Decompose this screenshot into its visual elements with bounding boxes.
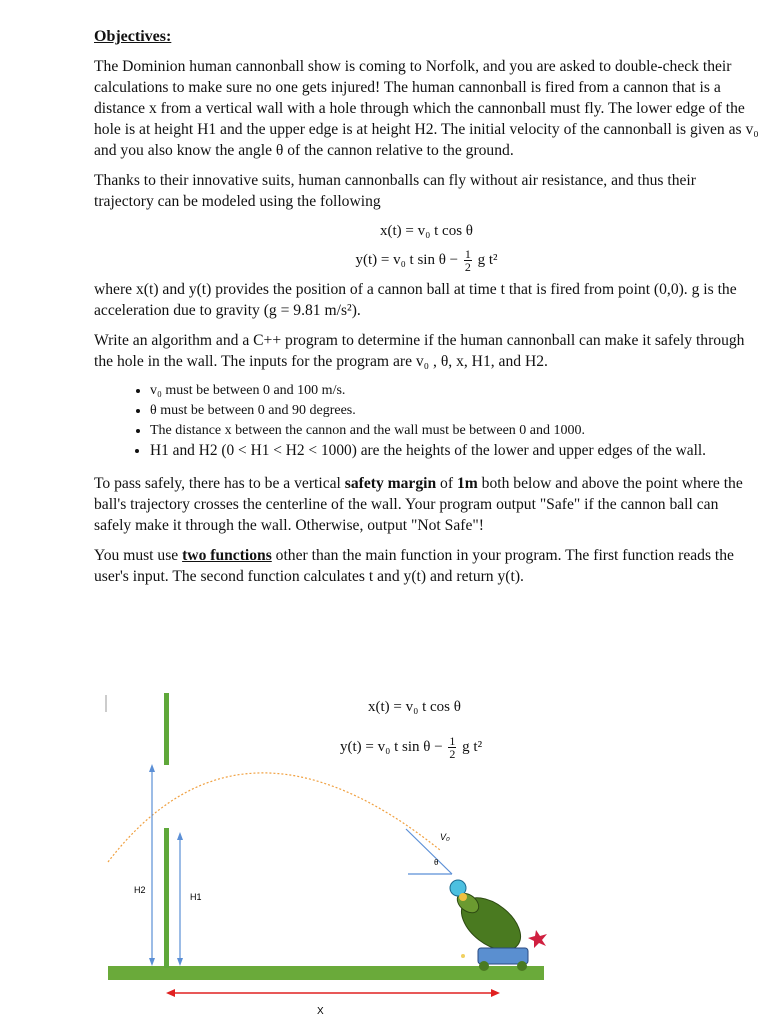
x-label: X	[317, 1006, 324, 1017]
equation-y-lhs: y(t) = v₀ t sin θ −	[355, 251, 459, 268]
list-item: • v₀ must be between 0 and 100 m/s.	[150, 381, 759, 401]
h1-label: H1	[190, 892, 202, 902]
wall-upper	[164, 693, 169, 765]
equation-x: x(t) = v₀ t cos θ	[380, 223, 473, 239]
figure-equation-y-rhs: g t²	[462, 738, 483, 755]
figure-equation-y-lhs: y(t) = v₀ t sin θ −	[340, 738, 443, 755]
figure-fraction-half	[448, 735, 456, 760]
list-item: • H1 and H2 (0 < H1 < H2 < 1000) are the heights of the lower and upper edges of the wall.	[150, 441, 759, 461]
wall-lower	[164, 828, 169, 968]
cannon-icon	[450, 880, 547, 971]
figure-fraction-numerator: 1	[449, 734, 456, 748]
equation-y-rhs: g t²	[477, 251, 498, 268]
figure-equation-y	[340, 735, 482, 760]
trajectory-paragraph: Thanks to their innovative suits, human cannonballs can fly without air resistance, and thus their trajectory can be modeled using the following	[94, 172, 696, 210]
functions-paragraph: You must use two functions other than the main function in your program. The first function reads the user's input. The second function calculates t and y(t) and return y(t).	[94, 547, 734, 585]
fraction-denominator: 2	[464, 260, 471, 274]
safety-margin-term: safety margin	[344, 475, 437, 492]
h1-arrow-head-top	[177, 832, 183, 840]
objectives-heading: Objectives:	[94, 28, 172, 45]
safety-paragraph: To pass safely, there has to be a vertical safety margin of 1m both below and above the point where the ball's trajectory crosses the centerline of the wall. Your program output "Safe" if the cannon ball can safely make it through the wall. Otherwise, output "Not Safe"!	[94, 475, 743, 534]
h2-arrow-head-top	[149, 764, 155, 772]
trajectory-curve	[108, 773, 440, 862]
list-item: • θ must be between 0 and 90 degrees.	[150, 401, 759, 421]
fraction-numerator: 1	[464, 247, 471, 261]
figure-equation-x: x(t) = v₀ t cos θ	[368, 699, 461, 715]
list-item: • The distance x between the cannon and the wall must be between 0 and 1000.	[150, 421, 759, 441]
h2-arrow-head-bottom	[149, 958, 155, 966]
h1-arrow-head-bottom	[177, 958, 183, 966]
margin-value: 1m	[456, 475, 478, 492]
ground	[108, 966, 544, 980]
h2-label: H2	[134, 885, 146, 895]
x-arrow-head-left	[166, 989, 175, 997]
theta-label: θ	[434, 858, 439, 867]
x-arrow-head-right	[491, 989, 500, 997]
algorithm-paragraph: Write an algorithm and a C++ program to determine if the human cannonball can make it safely through the hole in the wall. The inputs for the program are v₀ , θ, x, H1, and H2.	[94, 332, 745, 370]
v0-label: V₀	[440, 832, 450, 842]
two-functions-term: two functions	[182, 547, 272, 564]
position-paragraph: where x(t) and y(t) provides the position of a cannon ball at time t that is fired from point (0,0). g is the acceleration due to gravity (g = 9.81 m/s²).	[94, 281, 737, 319]
figure-fraction-denominator: 2	[449, 747, 456, 761]
intro-paragraph: The Dominion human cannonball show is coming to Norfolk, and you are asked to double-check their calculations to make sure no one gets injured! The human cannonball is fired from a cannon that is a distance x from a vertical wall with a hole through which the cannonball must fly. The lower edge of the hole is at height H1 and the upper edge is at height H2. The initial velocity of the cannonball is given as v₀ and you also know the angle θ of the cannon relative to the ground.	[94, 58, 759, 159]
